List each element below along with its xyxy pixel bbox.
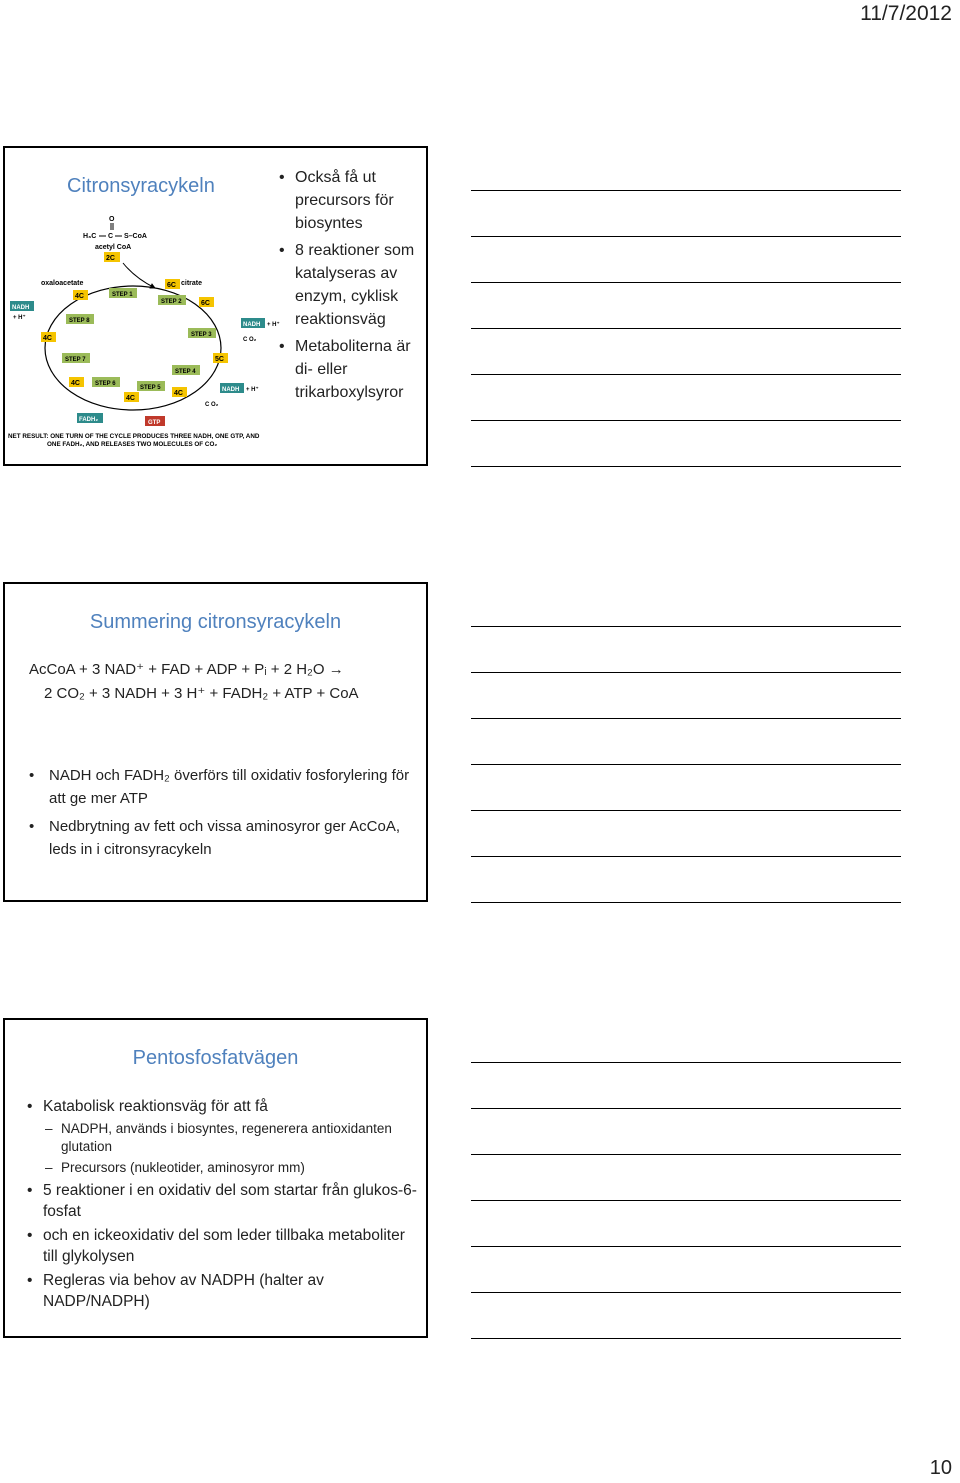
note-line — [471, 282, 901, 283]
acetyl-coa-label: acetyl CoA — [95, 244, 132, 251]
slide-pentosfosfatvagen — [3, 1018, 428, 1338]
bullet-item: • Nedbrytning av fett och vissa aminosyror ger AcCoA, leds in i citronsyracykeln — [29, 815, 419, 861]
note-line — [471, 1108, 901, 1109]
bullet-item: • 8 reaktioner som katalyseras av enzym, cyklisk reaktionsväg — [279, 239, 429, 331]
slide-citronsyracykeln — [3, 146, 428, 466]
slide-title: Summering citronsyracykeln — [89, 611, 342, 633]
slide-summering — [3, 582, 428, 902]
svg-text:STEP 4: STEP 4 — [175, 369, 196, 375]
acetyl-o: O — [109, 216, 115, 223]
bullet-item: • NADH och FADH₂ överförs till oxidativ fosforylering för att ge mer ATP — [29, 764, 419, 810]
note-line — [471, 1062, 901, 1063]
sub-bullet-item: – Precursors (nukleotider, aminosyror mm) — [27, 1159, 422, 1177]
svg-text:4C: 4C — [43, 335, 52, 342]
acetyl-h3c: H₃C — [83, 233, 97, 240]
slide-title: Pentosfosfatvägen — [132, 1047, 299, 1069]
acetyl-c: C — [108, 233, 114, 240]
reaction-equation — [29, 658, 359, 706]
h-plus-label: + H⁺ — [267, 322, 280, 328]
bullet-item: • Katabolisk reaktionsväg för att få — [27, 1096, 422, 1117]
acetyl-scoa: S–CoA — [124, 233, 147, 240]
bullet-list — [27, 1096, 422, 1315]
svg-text:4C: 4C — [75, 293, 84, 300]
svg-text:6C: 6C — [201, 300, 210, 307]
svg-text:STEP 7: STEP 7 — [65, 357, 86, 363]
svg-text:STEP 2: STEP 2 — [161, 299, 182, 305]
note-line — [471, 1200, 901, 1201]
bullet-list — [279, 166, 429, 408]
h-plus-label: + H⁺ — [13, 315, 26, 321]
svg-text:STEP 3: STEP 3 — [191, 332, 212, 338]
svg-text:4C: 4C — [174, 390, 183, 397]
note-line — [471, 466, 901, 467]
svg-text:NADH: NADH — [12, 305, 30, 311]
note-line — [471, 718, 901, 719]
svg-text:STEP 6: STEP 6 — [95, 381, 116, 387]
bullet-list — [29, 764, 419, 866]
bullet-item: • Metaboliterna är di- eller trikarboxylsyror — [279, 335, 429, 404]
svg-text:4C: 4C — [71, 380, 80, 387]
equation-line-1: AcCoA + 3 NAD⁺ + FAD + ADP + Pᵢ + 2 H₂O → — [29, 661, 344, 678]
note-line — [471, 672, 901, 673]
note-line — [471, 190, 901, 191]
svg-text:4C: 4C — [126, 395, 135, 402]
svg-text:5C: 5C — [215, 356, 224, 363]
note-line — [471, 374, 901, 375]
svg-text:STEP 1: STEP 1 — [112, 292, 133, 298]
note-line — [471, 420, 901, 421]
co2-label: C O₂ — [205, 402, 219, 408]
net-result-line2: ONE FADH₂, AND RELEASES TWO MOLECULES OF CO₂ — [47, 441, 218, 448]
bullet-item: • Regleras via behov av NADPH (halter av NADP/NADPH) — [27, 1270, 422, 1312]
slide-title: Citronsyracykeln — [67, 175, 215, 197]
sub-bullet-item: – NADPH, används i biosyntes, regenerera antioxidanten glutation — [27, 1120, 422, 1156]
svg-text:STEP 8: STEP 8 — [69, 318, 90, 324]
note-line — [471, 856, 901, 857]
equation-line-2: 2 CO₂ + 3 NADH + 3 H⁺ + FADH₂ + ATP + CoA — [44, 685, 359, 702]
citrate-label: citrate — [181, 280, 203, 287]
citric-acid-cycle-diagram — [5, 148, 280, 453]
page-number: 10 — [929, 1457, 952, 1479]
note-line — [471, 236, 901, 237]
header-date: 11/7/2012 — [860, 2, 952, 25]
note-line — [471, 1154, 901, 1155]
note-line — [471, 626, 901, 627]
co2-label: C O₂ — [243, 337, 257, 343]
note-line — [471, 810, 901, 811]
bullet-item: • 5 reaktioner i en oxidativ del som startar från glukos-6-fosfat — [27, 1180, 422, 1222]
svg-text:6C: 6C — [167, 282, 176, 289]
svg-text:STEP 5: STEP 5 — [140, 385, 161, 391]
bullet-item: • och en ickeoxidativ del som leder tillbaka metaboliter till glykolysen — [27, 1225, 422, 1267]
note-line — [471, 1246, 901, 1247]
svg-text:NADH: NADH — [222, 387, 240, 393]
note-line — [471, 902, 901, 903]
net-result-line1: NET RESULT: ONE TURN OF THE CYCLE PRODUCES THREE NADH, ONE GTP, AND — [8, 433, 260, 440]
bullet-item: • Också få ut precursors för biosyntes — [279, 166, 429, 235]
svg-text:GTP: GTP — [148, 420, 161, 426]
note-line — [471, 764, 901, 765]
note-line — [471, 1338, 901, 1339]
note-line — [471, 1292, 901, 1293]
h-plus-label: + H⁺ — [246, 387, 259, 393]
oxaloacetate-label: oxaloacetate — [41, 280, 84, 287]
svg-text:2C: 2C — [106, 255, 115, 262]
svg-text:NADH: NADH — [243, 322, 261, 328]
svg-text:FADH₂: FADH₂ — [79, 417, 98, 423]
note-line — [471, 328, 901, 329]
